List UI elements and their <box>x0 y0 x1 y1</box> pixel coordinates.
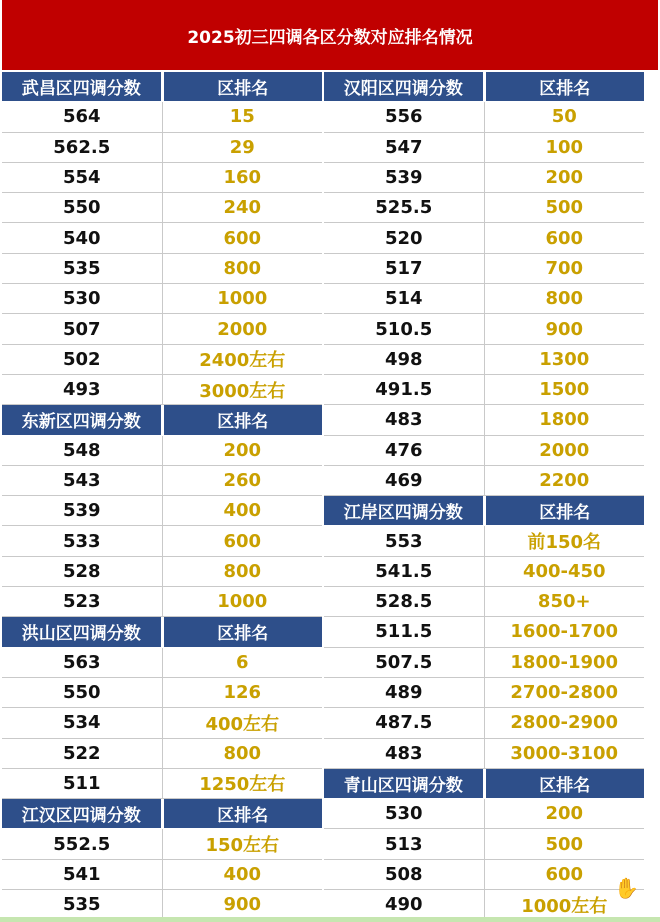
table-row <box>2 466 322 496</box>
score-cell: 543 <box>2 466 163 495</box>
score-cell: 535 <box>2 890 163 919</box>
table-row <box>2 375 322 405</box>
score-cell: 563 <box>2 648 163 677</box>
score-cell: 556 <box>324 102 485 131</box>
score-cell: 541.5 <box>324 557 485 586</box>
rank-cell: 260 <box>223 470 262 491</box>
table-row <box>324 648 644 678</box>
district-header-row <box>2 72 322 102</box>
table-row <box>2 223 322 253</box>
table-row <box>324 739 644 769</box>
table-row <box>2 133 322 163</box>
rank-cell: 29 <box>229 136 255 158</box>
rank-cell: 1600-1700 <box>510 621 619 643</box>
table-row <box>324 314 644 344</box>
score-cell: 533 <box>2 526 163 555</box>
score-cell: 514 <box>324 284 485 313</box>
table-row <box>324 284 644 314</box>
rank-cell: 6 <box>235 651 249 673</box>
score-cell: 522 <box>2 739 163 768</box>
table-row <box>324 587 644 617</box>
score-cell: 483 <box>324 739 485 768</box>
table-row <box>2 708 322 738</box>
rank-cell: 50 <box>551 106 577 128</box>
district-score-header: 东新区四调分数 <box>2 405 164 434</box>
district-header-row <box>324 72 644 102</box>
score-cell: 490 <box>324 890 485 919</box>
score-cell: 523 <box>2 587 163 616</box>
rank-cell: 600 <box>545 863 584 885</box>
table-row <box>324 163 644 193</box>
table-row <box>324 436 644 466</box>
score-cell: 520 <box>324 223 485 252</box>
table-row <box>324 860 644 890</box>
table-row <box>2 678 322 708</box>
table-row <box>2 890 322 920</box>
right-table <box>324 72 644 920</box>
score-cell: 507 <box>2 314 163 343</box>
table-row <box>2 648 322 678</box>
table-row <box>2 345 322 375</box>
rank-cell: 1000左右 <box>521 895 608 917</box>
rank-cell: 2000 <box>539 439 590 461</box>
rank-cell: 400 <box>223 500 262 522</box>
district-score-header: 武昌区四调分数 <box>2 72 164 101</box>
rank-cell: 600 <box>545 227 584 249</box>
rank-cell: 1800-1900 <box>510 651 619 673</box>
table-row <box>2 496 322 526</box>
table-row <box>324 345 644 375</box>
score-cell: 550 <box>2 193 163 222</box>
score-cell: 493 <box>2 375 163 404</box>
rank-cell: 200 <box>545 803 584 825</box>
table-row <box>2 739 322 769</box>
district-header-row <box>2 405 322 435</box>
score-cell: 550 <box>2 678 163 707</box>
rank-cell: 500 <box>545 833 584 855</box>
score-cell: 511 <box>2 769 163 798</box>
rank-cell: 15 <box>229 106 255 128</box>
rank-cell: 150左右 <box>205 835 280 857</box>
table-row <box>324 829 644 859</box>
table-row <box>324 678 644 708</box>
district-score-header: 江汉区四调分数 <box>2 799 164 828</box>
rank-cell: 2200 <box>539 470 590 491</box>
table-row <box>2 284 322 314</box>
table-row <box>2 254 322 284</box>
score-cell: 535 <box>2 254 163 283</box>
score-cell: 541 <box>2 860 163 889</box>
rank-cell: 200 <box>223 439 262 461</box>
score-cell: 476 <box>324 436 485 465</box>
table-row <box>2 436 322 466</box>
rank-cell: 850+ <box>537 591 591 613</box>
rank-cell: 3000-3100 <box>510 742 619 764</box>
score-cell: 554 <box>2 163 163 192</box>
score-cell: 552.5 <box>2 829 163 858</box>
table-row <box>324 254 644 284</box>
rank-cell: 1000 <box>217 591 268 613</box>
score-cell: 539 <box>2 496 163 525</box>
table-row <box>2 102 322 132</box>
rank-cell: 100 <box>545 136 584 158</box>
table-row <box>2 314 322 344</box>
table-row <box>2 587 322 617</box>
rank-cell: 400左右 <box>205 713 280 735</box>
rank-cell: 1000 <box>217 288 268 310</box>
table-row <box>2 860 322 890</box>
rank-cell: 800 <box>223 560 262 582</box>
table-row <box>324 799 644 829</box>
score-cell: 487.5 <box>324 708 485 737</box>
rank-cell: 2400左右 <box>199 350 286 372</box>
table-row <box>324 890 644 920</box>
rank-header: 区排名 <box>164 799 323 828</box>
score-cell: 528 <box>2 557 163 586</box>
district-score-header: 江岸区四调分数 <box>324 496 486 525</box>
rank-cell: 200 <box>545 167 584 189</box>
rank-cell: 160 <box>223 167 262 189</box>
rank-cell: 400 <box>223 863 262 885</box>
district-header-row <box>2 617 322 647</box>
rank-cell: 1250左右 <box>199 774 286 796</box>
table-row <box>324 102 644 132</box>
district-header-row <box>324 769 644 799</box>
district-score-header: 青山区四调分数 <box>324 769 486 798</box>
score-cell: 513 <box>324 829 485 858</box>
rank-cell: 900 <box>545 318 584 340</box>
district-header-row <box>324 496 644 526</box>
rank-cell: 2000 <box>217 318 268 340</box>
score-cell: 553 <box>324 526 485 555</box>
table-row <box>324 405 644 435</box>
rank-cell: 1800 <box>539 409 590 431</box>
table-row <box>2 193 322 223</box>
table-row <box>324 375 644 405</box>
rank-cell: 600 <box>223 530 262 552</box>
table-row <box>2 163 322 193</box>
score-cell: 530 <box>324 799 485 828</box>
rank-cell: 800 <box>223 742 262 764</box>
rank-cell: 600 <box>223 227 262 249</box>
score-cell: 489 <box>324 678 485 707</box>
score-cell: 539 <box>324 163 485 192</box>
rank-header: 区排名 <box>164 617 323 646</box>
score-cell: 548 <box>2 436 163 465</box>
table-row <box>324 708 644 738</box>
score-cell: 502 <box>2 345 163 374</box>
left-table <box>2 72 322 920</box>
table-row <box>324 193 644 223</box>
table-row <box>324 526 644 556</box>
score-cell: 534 <box>2 708 163 737</box>
district-header-row <box>2 799 322 829</box>
score-cell: 510.5 <box>324 314 485 343</box>
table-row <box>2 769 322 799</box>
score-cell: 540 <box>2 223 163 252</box>
rank-header: 区排名 <box>486 72 645 101</box>
table-row <box>2 557 322 587</box>
page-title: 2025初三四调各区分数对应排名情况 <box>2 0 658 72</box>
district-score-header: 汉阳区四调分数 <box>324 72 486 101</box>
rank-cell: 2700-2800 <box>510 682 619 704</box>
table-row <box>324 133 644 163</box>
score-cell: 564 <box>2 102 163 131</box>
rank-header: 区排名 <box>486 496 645 525</box>
table-row <box>324 466 644 496</box>
table-row <box>324 617 644 647</box>
rank-cell: 1300 <box>539 348 590 370</box>
score-cell: 562.5 <box>2 133 163 162</box>
score-cell: 469 <box>324 466 485 495</box>
table-row <box>2 526 322 556</box>
rank-cell: 3000左右 <box>199 380 286 402</box>
rank-header: 区排名 <box>164 72 323 101</box>
rank-cell: 2800-2900 <box>510 712 619 734</box>
score-cell: 517 <box>324 254 485 283</box>
rank-header: 区排名 <box>164 405 323 434</box>
rank-cell: 240 <box>223 197 262 219</box>
rank-cell: 126 <box>223 682 262 704</box>
table-row <box>324 223 644 253</box>
rank-header: 区排名 <box>486 769 645 798</box>
score-cell: 498 <box>324 345 485 374</box>
score-cell: 511.5 <box>324 617 485 646</box>
score-cell: 528.5 <box>324 587 485 616</box>
score-cell: 508 <box>324 860 485 889</box>
rank-cell: 800 <box>223 257 262 279</box>
rank-cell: 前150名 <box>527 532 602 554</box>
rank-cell: 700 <box>545 257 584 279</box>
table-row <box>2 829 322 859</box>
rank-cell: 1500 <box>539 379 590 401</box>
rank-cell: 400-450 <box>522 560 606 582</box>
score-cell: 525.5 <box>324 193 485 222</box>
sticker-icon: ✋ <box>614 876 639 900</box>
score-cell: 530 <box>2 284 163 313</box>
table-row <box>324 557 644 587</box>
rank-cell: 800 <box>545 288 584 310</box>
score-cell: 483 <box>324 405 485 434</box>
rank-cell: 500 <box>545 197 584 219</box>
bottom-edge <box>0 917 660 922</box>
score-cell: 547 <box>324 133 485 162</box>
rank-cell: 900 <box>223 894 262 916</box>
district-score-header: 洪山区四调分数 <box>2 617 164 646</box>
score-cell: 507.5 <box>324 648 485 677</box>
score-cell: 491.5 <box>324 375 485 404</box>
